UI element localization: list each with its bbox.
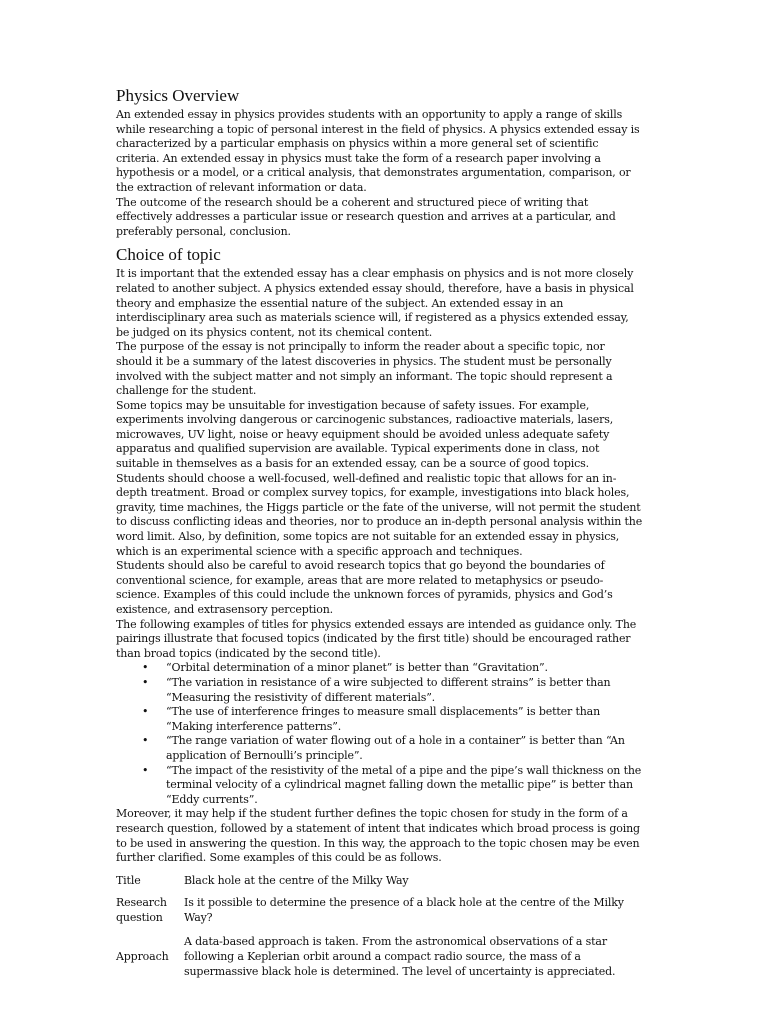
heading-physics-overview: Physics Overview (116, 86, 240, 105)
row-value: Black hole at the centre of the Milky Way (184, 873, 409, 887)
example-titles-list (116, 661, 644, 807)
choice-paragraph: It is important that the extended essay has a clear emphasis on physics and is not more closely related to another subject. A physics extended essay should, therefore, have a basis in physical theory and emphasize the essential nature of the subject. An extended essay in an interdisciplinary area such as materials science will, if registered as a physics extended essay, be judged on its physics content, not its chemical content. (116, 267, 634, 339)
table-row (116, 933, 644, 981)
row-label: Approach (116, 950, 169, 964)
list-item-text: “The impact of the resistivity of the metal of a pipe and the pipe’s wall thickness on the terminal velocity of a cylindrical magnet falling down the metallic pipe” is better than “Eddy currents”. (166, 763, 642, 806)
choice-paragraph: The purpose of the essay is not principally to inform the reader about a specific topic, nor should it be a summary of the latest discoveries in physics. The student must be personally involved with the subject matter and not simply an informant. The topic should represent a challenge for the student. (116, 340, 613, 398)
choice-paragraph: Some topics may be unsuitable for investigation because of safety issues. For example, experiments involving dangerous or carcinogenic substances, radioactive materials, lasers, microwaves, UV light, noise or heavy equipment should be avoided unless adequate safety apparatus and qualified supervision are available. Typical experiments done in class, not suitable in themselves as a basis for an extended essay, can be a source of good topics. (116, 398, 614, 471)
row-value: A data-based approach is taken. From the astronomical observations of a star following a Keplerian orbit around a compact radio source, the mass of a supermassive black hole is determined. The level of uncertainty is appreciated. (184, 935, 616, 978)
list-item (116, 734, 644, 763)
list-item-text: “Orbital determination of a minor planet” is better than “Gravitation”. (166, 661, 548, 675)
overview-paragraph: An extended essay in physics provides students with an opportunity to apply a range of skills while researching a topic of personal interest in the field of physics. A physics extended essay is characterized by a particular emphasis on physics within a more general set of scientific criteria. An extended essay in physics must take the form of a research paper involving a hypothesis or a model, or a critical analysis, that demonstrates argumentation, comparison, or the extraction of relevant information or data. (116, 108, 640, 194)
overview-paragraph: The outcome of the research should be a coherent and structured piece of writing that effectively addresses a particular issue or research question and arrives at a particular, and preferably personal, conclusion. (116, 195, 616, 238)
list-item (116, 676, 644, 705)
choice-paragraph: Moreover, it may help if the student further defines the topic chosen for study in the form of a research question, followed by a statement of intent that indicates which broad process is going to be used in answering the question. In this way, the approach to the topic chosen may be even further clarified. Some examples of this could be as follows. (116, 807, 640, 865)
list-item-text: “The range variation of water flowing out of a hole in a container” is better than “An application of Bernoulli’s principle”. (166, 734, 625, 762)
bullet-icon: • (142, 661, 149, 675)
heading-choice-of-topic: Choice of topic (116, 245, 221, 265)
row-value: Is it possible to determine the presence of a black hole at the centre of the Milky Way? (184, 896, 624, 924)
bullet-icon: • (142, 734, 149, 748)
table-row (116, 872, 644, 895)
choice-paragraph: The following examples of titles for physics extended essays are intended as guidance only. The pairings illustrate that focused topics (indicated by the first title) should be encouraged rather than broad topics (indicated by the second title). (116, 617, 637, 660)
list-item-text: “The variation in resistance of a wire subjected to different strains” is better than “Measuring the resistivity of different materials”. (166, 675, 611, 704)
choice-paragraph: Students should also be careful to avoid research topics that go beyond the boundaries of conventional science, for example, areas that are more related to metaphysics or pseudo-science. Examples of this could include the unknown forces of pyramids, physics and God’s existence, and extrasensory perception. (116, 559, 613, 616)
list-item (116, 661, 644, 676)
choice-paragraph: Students should choose a well-focused, well-defined and realistic topic that allows for an in-depth treatment. Broad or complex survey topics, for example, investigations into black holes, gravity, time machines, the Higgs particle or the fate of the universe, will not permit the student to discuss conflicting ideas and theories, nor to produce an in-depth personal analysis within the word limit. Also, by definition, some topics are not suitable for an extended essay in physics, which is an experimental science with a specific approach and techniques. (116, 471, 643, 558)
bullet-icon: • (142, 705, 149, 719)
research-question-table (116, 872, 644, 982)
list-item (116, 705, 644, 734)
bullet-icon: • (142, 763, 149, 777)
row-label: Research question (116, 896, 167, 924)
bullet-icon: • (142, 675, 149, 689)
list-item (116, 764, 644, 808)
table-row (116, 894, 644, 933)
row-label: Title (116, 873, 141, 887)
list-item-text: “The use of interference fringes to measure small displacements” is better than “Making interference patterns”. (166, 705, 601, 733)
